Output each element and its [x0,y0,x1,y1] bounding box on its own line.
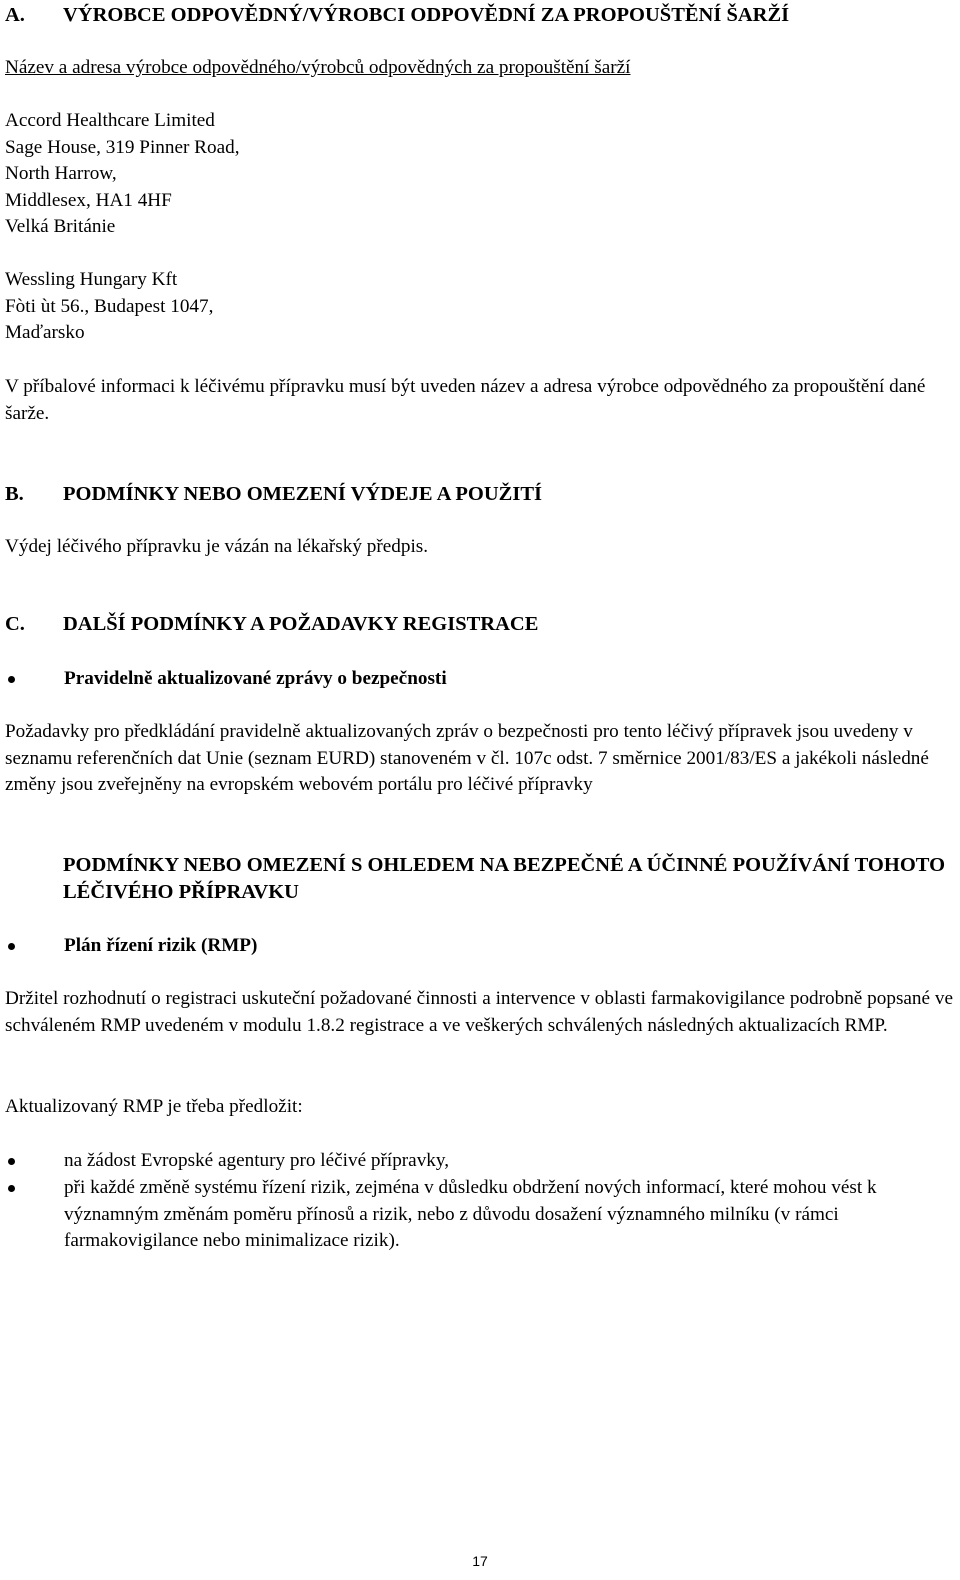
manufacturer-2-line: Wessling Hungary Kft [5,269,178,290]
manufacturer-2-line: Maďarsko [5,322,85,343]
bullet-icon [8,1185,15,1192]
section-a-letter: A. [5,4,25,26]
manufacturer-2-address [5,267,953,347]
section-a-heading [5,2,953,29]
section-c-heading [5,611,953,638]
manufacturer-1-address [5,108,953,241]
manufacturer-1-line: North Harrow, [5,163,117,184]
bullet-icon [8,1158,15,1165]
section-b-heading [5,481,953,508]
manufacturer-1-line: Accord Healthcare Limited [5,110,215,131]
list-item-text: při každé změně systému řízení rizik, zejména v důsledku obdržení nových informací, které mohou vést k významným změnám poměru přínosů a rizik, nebo z důvodu dosažení významného milníku (v rámci farmakovigilance nebo minimalizace rizik). [64,1177,877,1251]
section-a-subtitle: Název a adresa výrobce odpovědného/výrobců odpovědných za propouštění šarží [5,57,631,78]
bullet-icon [8,676,15,683]
section-d-text-2: Aktualizovaný RMP je třeba předložit: [5,1096,303,1117]
section-d-letter [5,852,63,879]
section-c-bullet-label: Pravidelně aktualizované zprávy o bezpečnosti [64,668,447,689]
section-c-title: DALŠÍ PODMÍNKY A POŽADAVKY REGISTRACE [63,613,539,635]
section-d-text-1: Držitel rozhodnutí o registraci uskuteční požadované činnosti a intervence v oblasti farmakovigilance podrobně popsané ve schváleném RMP uvedeném v modulu 1.8.2 registrace a ve veškerých schválených následných aktualizacích RMP. [5,988,953,1036]
manufacturer-1-line: Velká Británie [5,216,116,237]
section-c-letter: C. [5,613,25,635]
section-a-title: VÝROBCE ODPOVĚDNÝ/VÝROBCI ODPOVĚDNÍ ZA PROPOUŠTĚNÍ ŠARŽÍ [63,4,790,26]
manufacturer-2-line: Fòti ùt 56., Budapest 1047, [5,295,214,317]
section-b-text: Výdej léčivého přípravku je vázán na lékařský předpis. [5,536,429,557]
bullet-icon [8,943,15,950]
manufacturer-1-line: Sage House, 319 Pinner Road, [5,136,240,158]
section-b-letter: B. [5,483,24,505]
list-item-text: na žádost Evropské agentury pro léčivé přípravky, [64,1150,450,1171]
section-c-text: Požadavky pro předkládání pravidelně aktualizovaných zpráv o bezpečnosti pro tento léčivý přípravek jsou uvedeny v seznamu referenčních dat Unie (seznam EURD) stanoveném v čl. 107c odst. 7 směrnice 2001/83/ES a jakékoli následné změny jsou zveřejněny na evropském webovém portálu pro léčivé přípravky [5,721,929,795]
manufacturer-1-line: Middlesex, HA1 4HF [5,189,172,211]
section-a-note: V příbalové informaci k léčivému přípravku musí být uveden název a adresa výrobce odpovědného za propouštění dané šarže. [5,376,926,424]
section-b-title: PODMÍNKY NEBO OMEZENÍ VÝDEJE A POUŽITÍ [63,483,542,505]
page-number: 17 [472,1553,488,1569]
section-d-bullet-label: Plán řízení rizik (RMP) [64,935,258,956]
section-d-heading [5,852,960,905]
section-d-title: PODMÍNKY NEBO OMEZENÍ S OHLEDEM NA BEZPEČNÉ A ÚČINNÉ POUŽÍVÁNÍ TOHOTO LÉČIVÉHO PŘÍPRAVKU [63,854,946,903]
